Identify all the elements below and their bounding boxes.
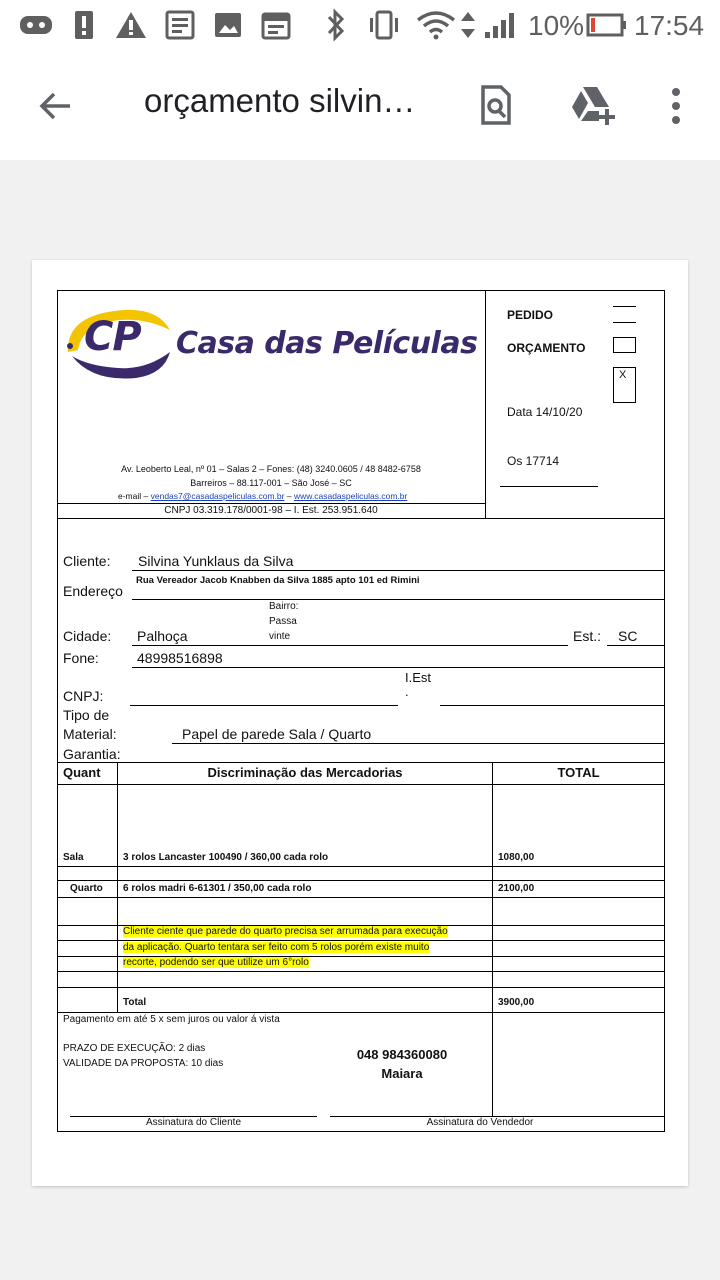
row-2-quant: Quarto [70,883,103,894]
alert-icon [72,8,96,42]
clock: 17:54 [634,10,705,41]
document-viewer[interactable] [0,160,720,1280]
material-value: Papel de parede Sala / Quarto [182,726,372,742]
cidade-value: Palhoça [137,628,188,644]
pedido-label: PEDIDO [507,308,554,322]
fone-label: Fone: [63,650,99,666]
total-label: Total [123,997,147,1008]
endereco-label: Endereço [63,583,123,599]
add-to-drive-icon[interactable] [562,78,622,134]
orcamento-label: ORÇAMENTO [507,341,586,355]
note-line-3: recorte, podendo ser que utilize um 6°rolo [123,957,309,968]
cnpj-label: CNPJ: [63,688,104,704]
signal-icon [482,8,520,42]
prazo-execucao: PRAZO DE EXECUÇÃO: 2 dias [63,1043,206,1054]
total-value: 3900,00 [498,997,535,1008]
document-title: orçamento silvin… [144,82,416,119]
payment-terms: Pagamento em até 5 x sem juros ou valor á vista [63,1014,280,1025]
note-line-2: da aplicação. Quarto tentara ser feito com 5 rolos porém existe muito [123,942,430,953]
seller-name: Maiara [381,1066,423,1081]
row-1-total: 1080,00 [498,852,535,863]
company-email-link[interactable]: vendas7@casadaspeliculas.com.br [150,491,285,501]
order-os: Os 17714 [507,454,560,468]
company-email-line: e-mail – vendas7@casadaspeliculas.com.br – www.casadaspeliculas.com.br [118,491,408,501]
more-vert-icon[interactable] [656,78,696,134]
warning-icon [114,8,148,42]
arrow-back-icon[interactable] [28,78,84,134]
battery-percent: 10% [528,10,585,41]
status-bar [0,0,720,52]
tipo-label: Tipo de [63,707,110,723]
col-quant: Quant [63,765,101,780]
image-icon [212,8,244,42]
document-page [32,260,688,1186]
app-bar [0,52,720,160]
order-mark-box [613,367,636,403]
bluetooth-icon [322,8,350,42]
bairro-value-2: vinte [269,631,291,642]
data-arrows-icon [458,8,478,42]
note-line-1: Cliente ciente que parede do quarto precisa ser arrumada para execução [123,926,448,937]
calendar-icon [260,8,292,42]
cliente-label: Cliente: [63,553,111,569]
orcamento-checkbox [613,337,636,353]
discord-icon [18,8,54,42]
cidade-label: Cidade: [63,628,112,644]
wifi-icon [416,8,456,42]
col-desc: Discriminação das Mercadorias [207,765,403,780]
order-mark: X [619,369,627,381]
company-name: Casa das Películas [176,326,478,361]
vibrate-icon [366,8,402,42]
iest-label: I.Est [405,670,432,685]
bairro-value-1: Passa [269,616,297,627]
row-1-desc: 3 rolos Lancaster 100490 / 360,00 cada rolo [123,852,329,863]
cliente-value: Silvina Yunklaus da Silva [138,553,294,569]
battery-icon [585,8,629,42]
iest-dot: . [405,684,409,699]
row-2-total: 2100,00 [498,883,535,894]
find-in-page-icon[interactable] [468,78,524,134]
seller-phone: 048 984360080 [356,1047,448,1062]
endereco-value: Rua Vereador Jacob Knabben da Silva 1885 apto 101 ed Rimini [136,575,420,586]
sig-client: Assinatura do Cliente [145,1117,242,1128]
est-value: SC [618,628,638,644]
col-total: TOTAL [557,765,600,780]
news-icon [164,8,196,42]
company-website-link[interactable]: www.casadaspeliculas.com.br [293,491,408,501]
company-cnpj: CNPJ 03.319.178/0001-98 – I. Est. 253.951.640 [164,505,378,516]
garantia-label: Garantia: [63,746,121,762]
est-label: Est.: [573,628,602,644]
company-address-2: Barreiros – 88.117-001 – São José – SC [190,478,352,488]
row-1-quant: Sala [63,852,84,863]
fone-value: 48998516898 [137,650,223,666]
order-date: Data 14/10/20 [507,405,583,419]
material-label: Material: [63,726,117,742]
logo-text: CP [84,314,141,360]
validade-proposta: VALIDADE DA PROPOSTA: 10 dias [63,1058,224,1069]
bairro-label: Bairro: [269,601,299,612]
row-2-desc: 6 rolos madri 6-61301 / 350,00 cada rolo [123,883,312,894]
company-address-1: Av. Leoberto Leal, nº 01 – Salas 2 – Fones: (48) 3240.0605 / 48 8482-6758 [121,464,421,474]
company-logo [62,304,174,384]
sig-seller: Assinatura do Vendedor [426,1117,534,1128]
